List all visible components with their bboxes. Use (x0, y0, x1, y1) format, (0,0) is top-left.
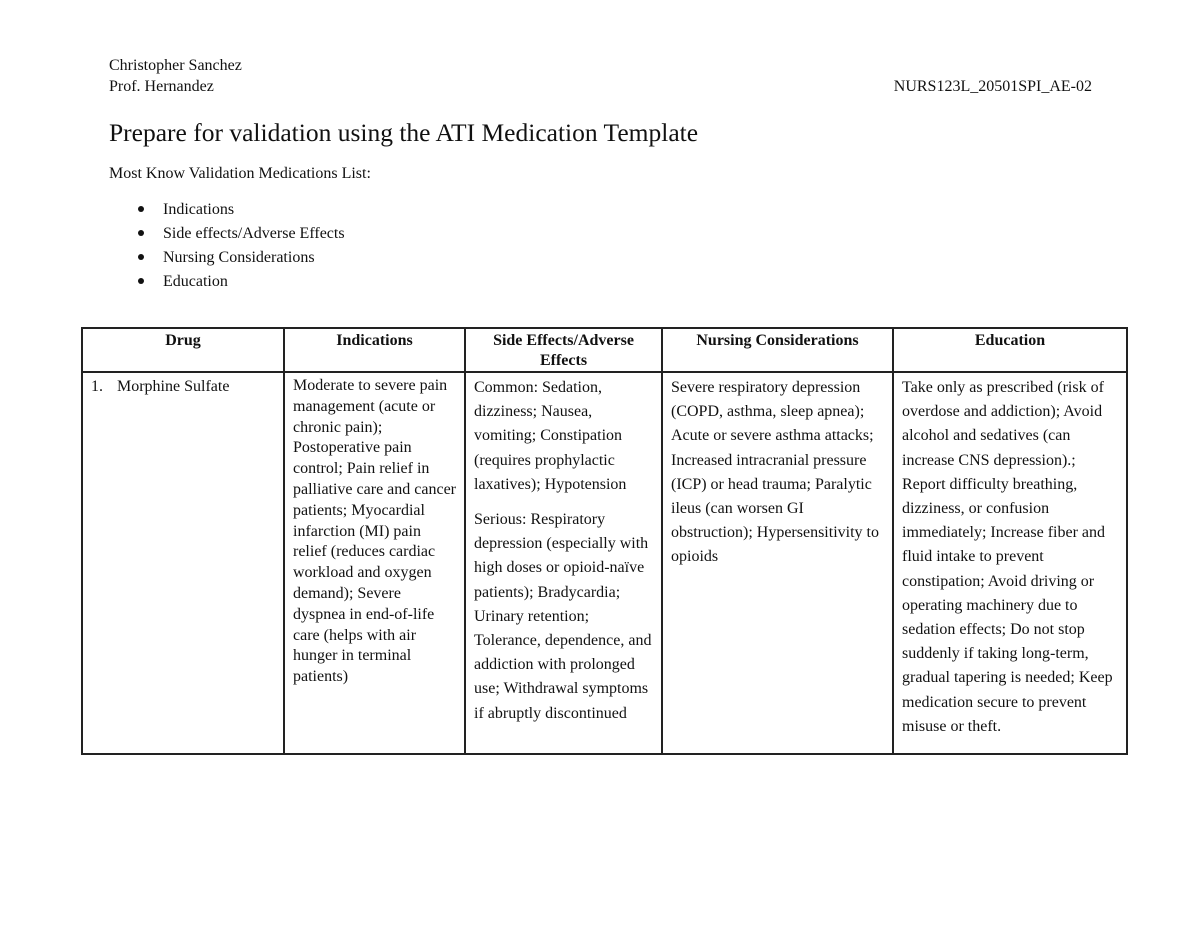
table-header-row (82, 328, 1127, 372)
document-header (109, 55, 1092, 97)
side-effects-common: Common: Sedation, dizziness; Nausea, vomiting; Constipation (requires prophylactic laxatives); Hypotension (474, 379, 627, 493)
row-number: 1. (91, 378, 103, 395)
header-education: Education (893, 328, 1127, 372)
bullet-icon (138, 230, 144, 236)
list-item: Side effects/Adverse Effects (109, 223, 345, 247)
list-item: Nursing Considerations (109, 247, 345, 271)
professor-name: Prof. Hernandez (109, 78, 214, 95)
header-indications: Indications (284, 328, 465, 372)
bullet-list (109, 199, 345, 295)
header-side-effects: Side Effects/Adverse Effects (465, 328, 662, 372)
medication-table (81, 327, 1128, 755)
cell-education: Take only as prescribed (risk of overdose and addiction); Avoid alcohol and sedatives (can increase CNS depression).; Report difficulty breathing, dizziness, or confusion immediately; Increase fiber and fluid intake to prevent constipation; Avoid driving or operating machinery due to sedation effects; Do not stop suddenly if taking long-term, gradual tapering is needed; Keep medication secure to prevent misuse or theft. (893, 372, 1127, 754)
bullet-icon (138, 206, 144, 212)
list-item: Education (109, 271, 345, 295)
student-name: Christopher Sanchez (109, 57, 242, 74)
list-item: Indications (109, 199, 345, 223)
header-nursing-considerations: Nursing Considerations (662, 328, 893, 372)
cell-indications: Moderate to severe pain management (acute or chronic pain); Postoperative pain control; Pain relief in palliative care and cancer patients; Myocardial infarction (MI) pain relief (reduces cardiac workload and oxygen demand); Severe dyspnea in end-of-life care (helps with air hunger in terminal patients) (284, 372, 465, 754)
bullet-icon (138, 254, 144, 260)
header-drug: Drug (82, 328, 284, 372)
cell-drug (82, 372, 284, 754)
cell-side-effects (465, 372, 662, 754)
side-effects-serious: Serious: Respiratory depression (especially with high doses or opioid-naïve patients); Bradycardia; Urinary retention; Tolerance, dependence, and addiction with prolonged use; Withdrawal symptoms if abruptly discontinued (474, 511, 652, 722)
page-title: Prepare for validation using the ATI Medication Template (109, 118, 699, 147)
intro-text: Most Know Validation Medications List: (109, 165, 371, 182)
cell-nursing-considerations: Severe respiratory depression (COPD, asthma, sleep apnea); Acute or severe asthma attacks; Increased intracranial pressure (ICP) or head trauma; Paralytic ileus (can worsen GI obstruction); Hypersensitivity to opioids (662, 372, 893, 754)
course-code: NURS123L_20501SPI_AE-02 (893, 78, 1092, 95)
drug-name: Morphine Sulfate (117, 378, 230, 395)
table-row (82, 372, 1127, 754)
bullet-icon (138, 278, 144, 284)
